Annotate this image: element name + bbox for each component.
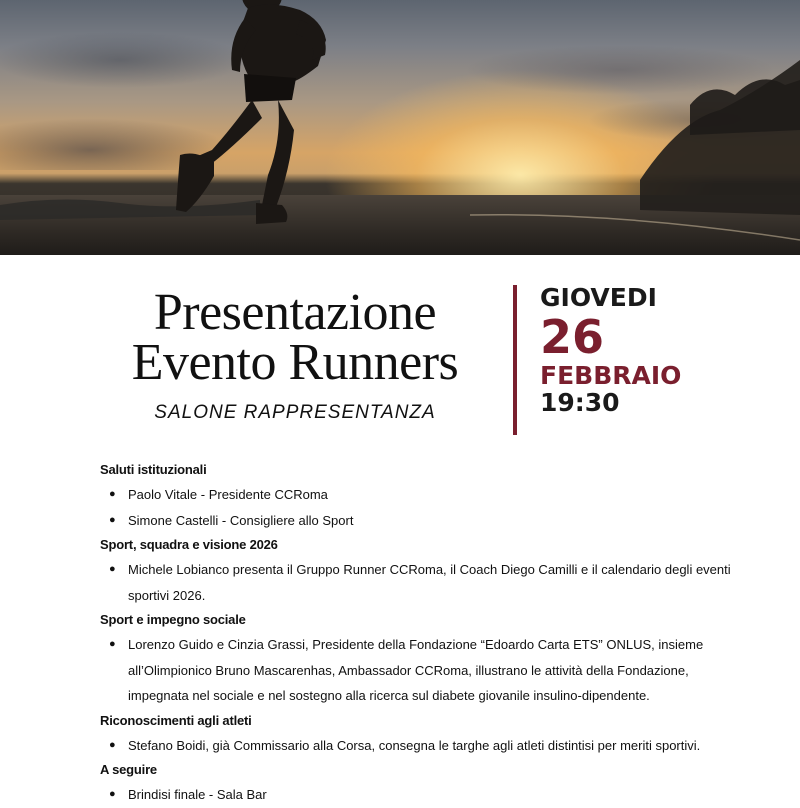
- list-item: [100, 508, 740, 534]
- list-item-text: Simone Castelli - Consigliere allo Sport: [128, 512, 354, 528]
- section-title: Sport e impegno sociale: [100, 612, 246, 627]
- section-title: Sport, squadra e visione 2026: [100, 537, 278, 552]
- vertical-divider: [513, 285, 517, 435]
- list-item: [100, 557, 740, 608]
- list-item-text: Lorenzo Guido e Cinzia Grassi, Presidente della Fondazione “Edoardo Carta ETS” ONLUS, insieme all’Olimpionico Bruno Mascarenhas, Ambassador CCRoma, illustrano le attività della Fondazione, impegnata nel sociale e nel sostegno alla ricerca sul diabete giovanile insulino-dipendente.: [128, 637, 704, 703]
- event-date-block: [540, 284, 681, 416]
- section-title: A seguire: [100, 762, 157, 777]
- event-day-name: GIOVEDI: [540, 283, 657, 312]
- list-item-text: Michele Lobianco presenta il Gruppo Runner CCRoma, il Coach Diego Camilli e il calendario degli eventi sportivi 2026.: [128, 562, 731, 603]
- bullet-dot-icon: ●: [109, 563, 116, 575]
- bullet-dot-icon: ●: [109, 788, 116, 800]
- list-item-text: Paolo Vitale - Presidente CCRoma: [128, 487, 328, 502]
- program-section: [100, 758, 740, 808]
- list-item: [100, 632, 740, 709]
- event-title-line1: Presentazione: [153, 284, 437, 341]
- section-title: Riconoscimenti agli atleti: [100, 712, 252, 728]
- event-time: 19:30: [540, 388, 620, 417]
- bullet-dot-icon: ●: [109, 738, 116, 751]
- list-item: [100, 733, 740, 759]
- list-item-text: Brindisi finale - Sala Bar: [128, 787, 267, 802]
- event-title-line2: Evento Runners: [131, 334, 459, 391]
- section-title: Saluti istituzionali: [100, 462, 207, 477]
- list-item: [100, 782, 740, 808]
- hero-photo: [0, 0, 800, 255]
- program-section: [100, 458, 740, 533]
- program-section: [100, 533, 740, 608]
- event-title: [70, 284, 520, 391]
- runner-silhouette-image: [0, 0, 800, 255]
- list-item: [100, 482, 740, 508]
- event-month: FEBBRAIO: [540, 361, 682, 390]
- bullet-dot-icon: ●: [109, 513, 116, 526]
- program-section: [100, 608, 740, 709]
- event-venue: SALONE RAPPRESENTANZA: [154, 402, 436, 423]
- program-section: [100, 709, 740, 759]
- bullet-dot-icon: ●: [109, 488, 116, 500]
- bullet-dot-icon: ●: [109, 638, 116, 650]
- event-day-number: 26: [540, 310, 605, 364]
- program-list: [100, 458, 740, 808]
- list-item-text: Stefano Boidi, già Commissario alla Corsa, consegna le targhe agli atleti distintisi per meriti sportivi.: [128, 737, 701, 753]
